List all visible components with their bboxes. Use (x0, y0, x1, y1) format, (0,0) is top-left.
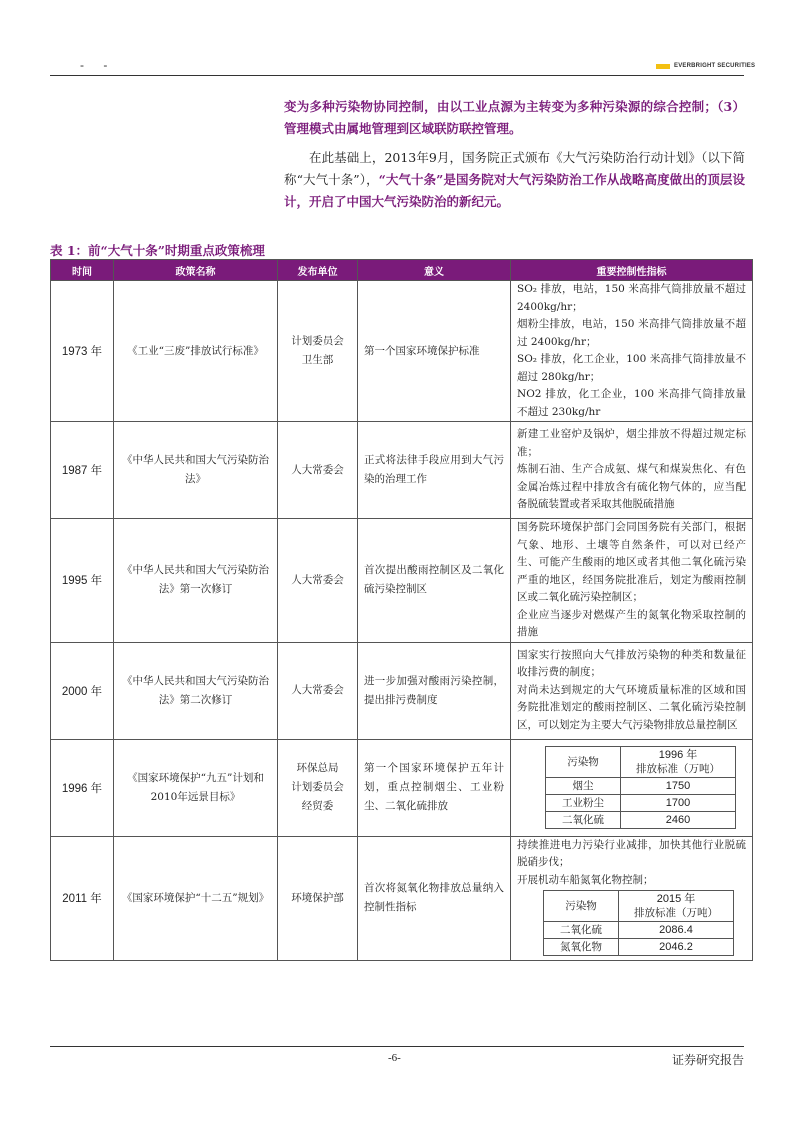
subtable-pollutant: 氮氧化物 (544, 939, 619, 956)
cell-indicators (511, 642, 753, 739)
table-row (51, 739, 753, 836)
subtable-year: 1996 年 (658, 749, 698, 761)
table-header-row (51, 260, 753, 281)
cell-meaning: 第一个国家环境保护标准 (358, 281, 511, 422)
cell-indicators (511, 739, 753, 836)
indicator-line: 企业应当逐步对燃煤产生的氮氧化物采取控制的措施 (517, 608, 746, 638)
subtable-header-standard (621, 747, 736, 778)
cell-publisher: 人大常委会 (278, 642, 358, 739)
cell-meaning: 进一步加强对酸雨污染控制，提出排污费制度 (358, 642, 511, 739)
paragraph-text: 在此基础上，2013年9月，国务院正式颁布《大气污染防治行动计划》（以下简称“大气十条”）， (284, 150, 745, 187)
brand-name: EVERBRIGHT SECURITIES (674, 63, 756, 69)
header-time: 时间 (51, 260, 114, 281)
indicator-line: 烟粉尘排放，电站，150 米高排气筒排放量不超过 2400kg/hr； (517, 318, 746, 348)
cell-year: 1973 年 (51, 281, 114, 422)
header-publisher: 发布单位 (278, 260, 358, 281)
subtable-value: 1750 (621, 778, 736, 795)
cell-meaning: 首次提出酸雨控制区及二氧化硫污染控制区 (358, 519, 511, 643)
footer-rule (50, 1046, 744, 1047)
subtable-value: 2460 (621, 812, 736, 829)
subtable-value: 1700 (621, 795, 736, 812)
header-rule (50, 75, 744, 76)
cell-policy-name: 《工业“三废”排放试行标准》 (114, 281, 278, 422)
indicator-line: 新建工业窑炉及锅炉，烟尘排放不得超过规定标准； (517, 428, 746, 458)
header-policy-name: 政策名称 (114, 260, 278, 281)
subtable-unit: 排放标准（万吨） (636, 763, 720, 775)
cell-meaning: 第一个国家环境保护五年计划，重点控制烟尘、工业粉尘、二氧化硫排放 (358, 739, 511, 836)
cell-publisher: 环保总局 计划委员会 经贸委 (278, 739, 358, 836)
header-indicators: 重要控制性指标 (511, 260, 753, 281)
subtable-header-standard (619, 891, 734, 922)
cell-year: 1987 年 (51, 422, 114, 519)
subtable-year: 2015 年 (656, 893, 696, 905)
cell-year: 1995 年 (51, 519, 114, 643)
indicator-line: SO₂ 排放，化工企业，100 米高排气筒排放量不超过 280kg/hr； (517, 353, 746, 383)
cell-indicators (511, 519, 753, 643)
table-row (51, 422, 753, 519)
cell-indicators (511, 281, 753, 422)
cell-meaning: 正式将法律手段应用到大气污染的治理工作 (358, 422, 511, 519)
header-dashes: - - (80, 58, 116, 72)
indicator-line: 对尚未达到规定的大气环境质量标准的区域和国务院批准划定的酸雨控制区、二氧化硫污染控制区，可以划定为主要大气污染物排放总量控制区 (517, 683, 746, 731)
cell-year: 2000 年 (51, 642, 114, 739)
indicator-line: NO2 排放，化工企业，100 米高排气筒排放量不超过 230kg/hr (517, 388, 746, 418)
subtable-value: 2046.2 (619, 939, 734, 956)
table-row (51, 642, 753, 739)
cell-indicators (511, 836, 753, 961)
emission-subtable (545, 746, 736, 829)
header-meaning: 意义 (358, 260, 511, 281)
table-row (51, 836, 753, 961)
subtable-unit: 排放标准（万吨） (634, 907, 718, 919)
cell-year: 2011 年 (51, 836, 114, 961)
cell-policy-name: 《中华人民共和国大气污染防治法》第一次修订 (114, 519, 278, 643)
brand-logo-icon (656, 64, 670, 69)
paragraph-emphasis: “大气十条”是国务院对大气污染防治工作从战略高度做出的顶层设计，开启了中国大气污染防治的新纪元。 (284, 172, 746, 209)
cell-publisher: 环境保护部 (278, 836, 358, 961)
indicator-line: 炼制石油、生产合成氨、煤气和煤炭焦化、有色金属冶炼过程中排放含有硫化物气体的，应当配备脱硫装置或者采取其他脱硫措施 (517, 463, 746, 511)
cell-publisher: 计划委员会 卫生部 (278, 281, 358, 422)
body-paragraph-1: 变为多种污染物协同控制，由以工业点源为主转变为多种污染源的综合控制；（3）管理模式由属地管理到区域联防联控管理。 (284, 99, 745, 136)
body-paragraph-2 (284, 147, 745, 213)
cell-meaning: 首次将氮氧化物排放总量纳入控制性指标 (358, 836, 511, 961)
indicator-line: 国家实行按照向大气排放污染物的种类和数量征收排污费的制度； (517, 648, 746, 679)
subtable-pollutant: 二氧化硫 (546, 812, 621, 829)
table-title: 表 1：前“大气十条”时期重点政策梳理 (50, 243, 265, 258)
subtable-pollutant: 二氧化硫 (544, 922, 619, 939)
cell-policy-name: 《国家环境保护“九五”计划和2010年远景目标》 (114, 739, 278, 836)
cell-publisher: 人大常委会 (278, 422, 358, 519)
cell-policy-name: 《中华人民共和国大气污染防治法》第二次修订 (114, 642, 278, 739)
indicator-line: SO₂ 排放，电站，150 米高排气筒排放量不超过 2400kg/hr； (517, 283, 746, 313)
table-row (51, 519, 753, 643)
emission-subtable (543, 890, 734, 956)
cell-year: 1996 年 (51, 739, 114, 836)
subtable-header-pollutant: 污染物 (546, 747, 621, 778)
page-number: -6- (388, 1052, 401, 1064)
table-row (51, 281, 753, 422)
subtable-pollutant: 工业粉尘 (546, 795, 621, 812)
subtable-header-pollutant: 污染物 (544, 891, 619, 922)
subtable-value: 2086.4 (619, 922, 734, 939)
subtable-pollutant: 烟尘 (546, 778, 621, 795)
indicator-line: 开展机动车船氮氧化物控制； (517, 873, 654, 886)
cell-publisher: 人大常委会 (278, 519, 358, 643)
cell-indicators (511, 422, 753, 519)
policy-table (50, 259, 753, 961)
indicator-line: 持续推进电力污染行业减排，加快其他行业脱硫脱硝步伐； (517, 838, 746, 868)
footer-label: 证券研究报告 (672, 1053, 745, 1067)
indicator-line: 国务院环境保护部门会同国务院有关部门，根据气象、地形、土壤等自然条件，可以对已经产生、可能产生酸雨的地区或者其他二氧化硫污染严重的地区，经国务院批准后，划定为酸雨控制区或二氧化硫污染控制区； (517, 521, 746, 603)
cell-policy-name: 《国家环境保护“十二五”规划》 (114, 836, 278, 961)
cell-policy-name: 《中华人民共和国大气污染防治法》 (114, 422, 278, 519)
